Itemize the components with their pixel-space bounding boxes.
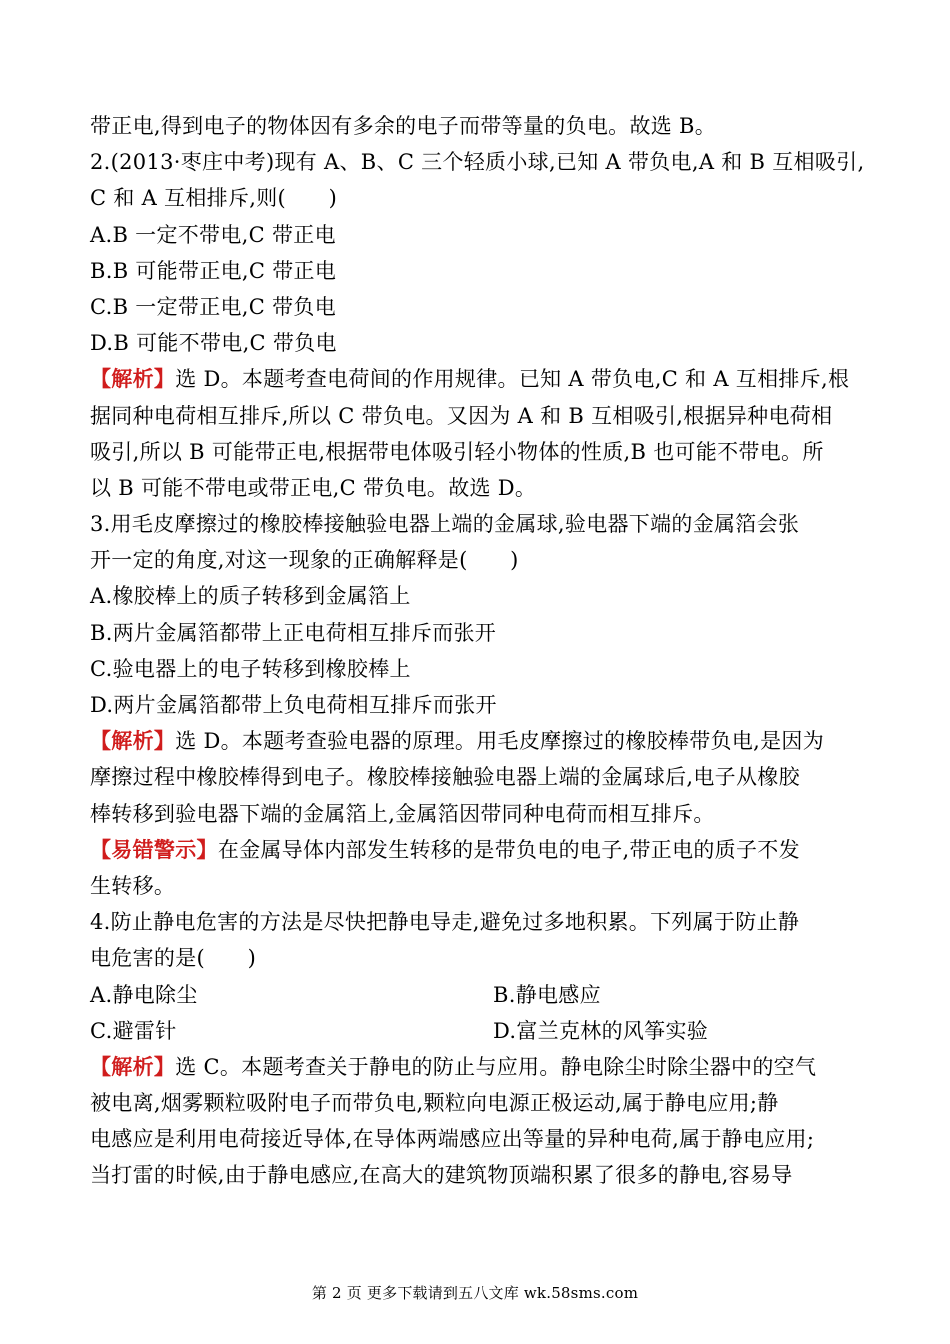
question-4-options-row bbox=[90, 1013, 870, 1049]
question-3-option-d: D.两片金属箔都带上负电荷相互排斥而张开 bbox=[90, 693, 497, 717]
question-2-stem: 2.(2013·枣庄中考)现有 A、B、C 三个轻质小球,已知 A 带负电,A 和 B 互相吸引, bbox=[90, 150, 865, 175]
analysis-line: 吸引,所以 B 可能带正电,根据带电体吸引轻小物体的性质,B 也可能不带电。所 bbox=[90, 439, 824, 464]
question-3-option-c: C.验电器上的电子转移到橡胶棒上 bbox=[90, 656, 411, 681]
analysis-tag: 【解析】 bbox=[90, 366, 176, 392]
analysis-line bbox=[90, 723, 870, 759]
analysis-line: 被电离,烟雾颗粒吸附电子而带负电,颗粒向电源正极运动,属于静电应用;静 bbox=[90, 1091, 779, 1116]
question-4-option-a: A.静电除尘 bbox=[90, 982, 198, 1007]
analysis-line: 当打雷的时候,由于静电感应,在高大的建筑物顶端积累了很多的静电,容易导 bbox=[90, 1163, 793, 1188]
document-body bbox=[90, 108, 870, 1194]
question-4-stem: 4.防止静电危害的方法是尽快把静电导走,避免过多地积累。下列属于防止静 bbox=[90, 910, 800, 935]
page-footer: 第 2 页 更多下载请到五八文库 wk.58sms.com bbox=[311, 1284, 639, 1302]
question-3-stem-cont: 开一定的角度,对这一现象的正确解释是( ) bbox=[90, 548, 519, 573]
analysis-line: 以 B 可能不带电或带正电,C 带负电。故选 D。 bbox=[90, 475, 537, 500]
analysis-tag: 【解析】 bbox=[90, 728, 176, 754]
analysis-line bbox=[90, 361, 870, 397]
text-line: 带正电,得到电子的物体因有多余的电子而带等量的负电。故选 B。 bbox=[90, 114, 717, 138]
warning-line: 生转移。 bbox=[90, 873, 176, 898]
question-4-option-d: D.富兰克林的风筝实验 bbox=[493, 1018, 709, 1043]
warning-tag: 【易错警示】 bbox=[90, 836, 218, 862]
analysis-text: 选 D。本题考查验电器的原理。用毛皮摩擦过的橡胶棒带负电,是因为 bbox=[175, 729, 824, 754]
analysis-tag: 【解析】 bbox=[90, 1053, 176, 1079]
analysis-text: 选 D。本题考查电荷间的作用规律。已知 A 带负电,C 和 A 互相排斥,根 bbox=[175, 367, 850, 392]
question-4-option-b: B.静电感应 bbox=[493, 982, 601, 1007]
question-4-stem-cont: 电危害的是( ) bbox=[90, 946, 257, 971]
question-3-option-a: A.橡胶棒上的质子转移到金属箔上 bbox=[90, 584, 411, 609]
question-3-stem: 3.用毛皮摩擦过的橡胶棒接触验电器上端的金属球,验电器下端的金属箔会张 bbox=[90, 512, 800, 537]
warning-line bbox=[90, 832, 870, 868]
warning-text: 在金属导体内部发生转移的是带负电的电子,带正电的质子不发 bbox=[217, 837, 800, 862]
question-3-option-b: B.两片金属箔都带上正电荷相互排斥而张开 bbox=[90, 620, 497, 645]
question-2-option-b: B.B 可能带正电,C 带正电 bbox=[90, 258, 337, 283]
question-2-option-a: A.B 一定不带电,C 带正电 bbox=[90, 222, 336, 247]
question-2-option-c: C.B 一定带正电,C 带负电 bbox=[90, 294, 337, 319]
question-2-stem-cont: C 和 A 互相排斥,则( ) bbox=[90, 186, 338, 211]
analysis-text: 选 C。本题考查关于静电的防止与应用。静电除尘时除尘器中的空气 bbox=[175, 1054, 817, 1079]
analysis-line: 棒转移到验电器下端的金属箔上,金属箔因带同种电荷而相互排斥。 bbox=[90, 801, 715, 826]
question-4-option-c: C.避雷针 bbox=[90, 1018, 177, 1043]
analysis-line: 据同种电荷相互排斥,所以 C 带负电。又因为 A 和 B 互相吸引,根据异种电荷相 bbox=[90, 403, 833, 428]
question-2-option-d: D.B 可能不带电,C 带负电 bbox=[90, 331, 337, 356]
analysis-line bbox=[90, 1049, 870, 1085]
analysis-line: 摩擦过程中橡胶棒得到电子。橡胶棒接触验电器上端的金属球后,电子从橡胶 bbox=[90, 765, 800, 790]
analysis-line: 电感应是利用电荷接近导体,在导体两端感应出等量的异种电荷,属于静电应用; bbox=[90, 1127, 815, 1152]
question-4-options-row bbox=[90, 977, 870, 1013]
